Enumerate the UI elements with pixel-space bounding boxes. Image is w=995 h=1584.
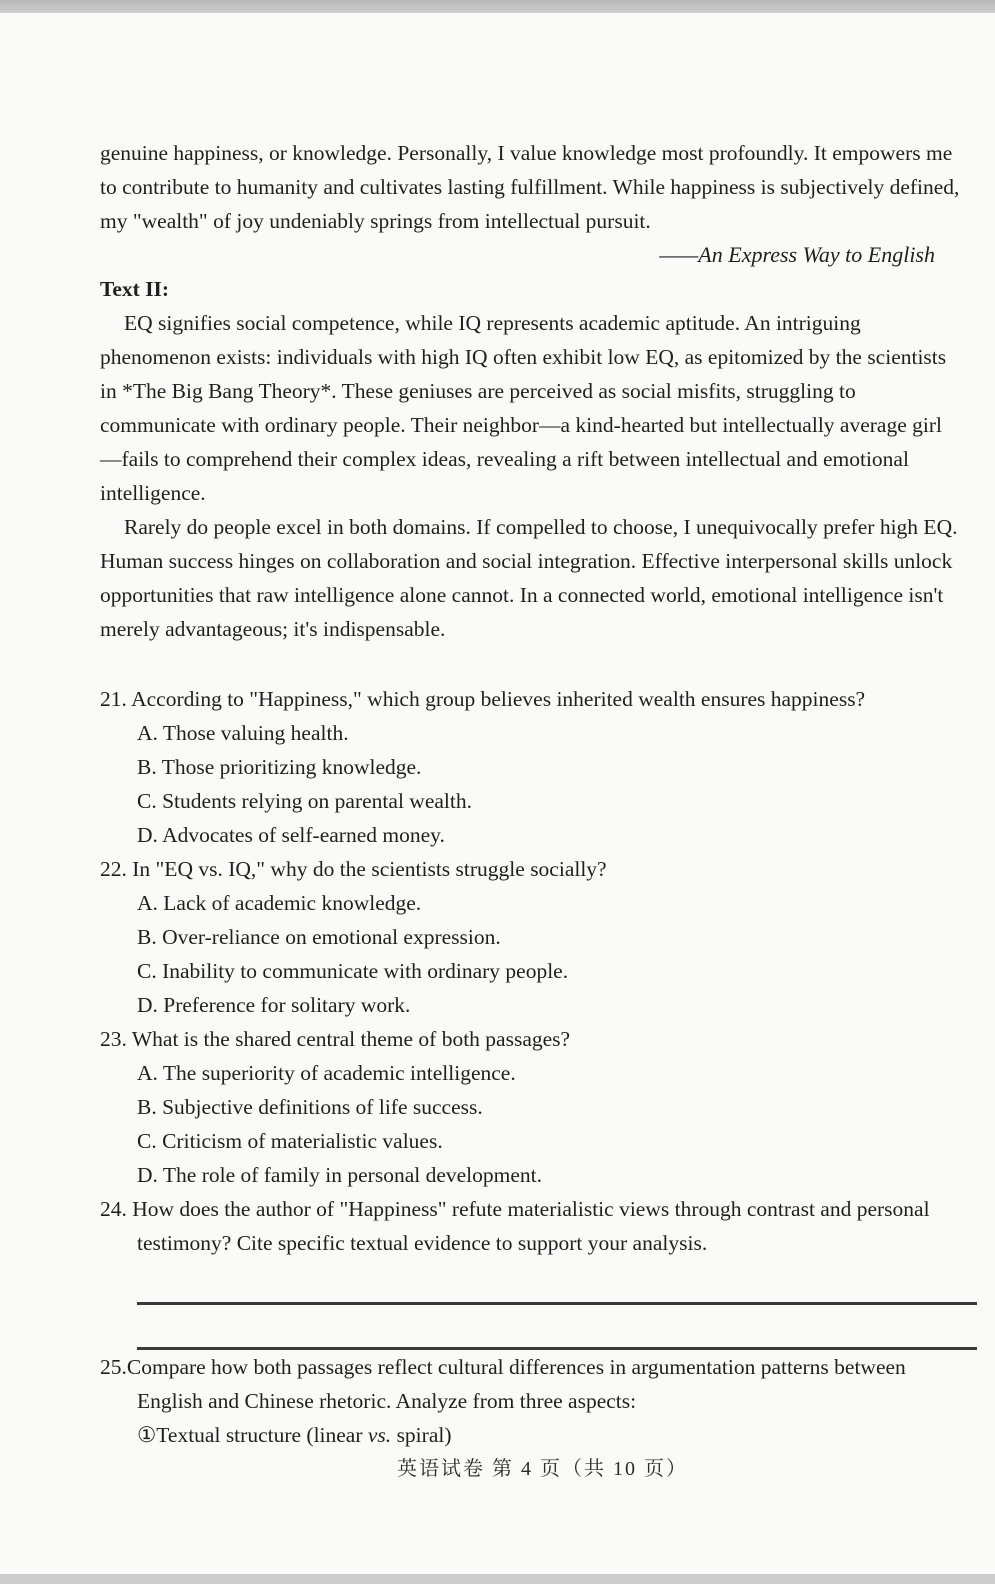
scan-bottom-edge [0, 1574, 995, 1584]
answer-line-1 [137, 1270, 977, 1305]
question-21-text: According to "Happiness," which group believes inherited wealth ensures happiness? [131, 687, 866, 711]
question-22-option-a: A. Lack of academic knowledge. [137, 891, 422, 915]
scan-top-edge [0, 0, 995, 13]
question-21-option-c: C. Students relying on parental wealth. [137, 789, 472, 813]
question-22-option-b: B. Over-reliance on emotional expression. [137, 925, 501, 949]
question-21-option-a: A. Those valuing health. [137, 721, 349, 745]
question-25-number: 25. [100, 1355, 127, 1379]
text2-paragraph-2: Rarely do people excel in both domains. If compelled to choose, I unequivocally prefer high EQ. Human success hinges on collaboration and social integration. Effective interpersonal skills unlock opportunities that raw intelligence alone cannot. In a connected world, emotional intelligence isn't merely advantageous; it's indispensable. [100, 515, 958, 641]
question-21-option-b: B. Those prioritizing knowledge. [137, 755, 422, 779]
exam-page-content [100, 136, 963, 1452]
question-25 [100, 1350, 963, 1452]
sub-item-vs: vs. [367, 1423, 392, 1447]
question-21-number: 21. [100, 687, 127, 711]
question-23-number: 23. [100, 1027, 127, 1051]
question-24 [100, 1192, 963, 1350]
question-22 [100, 852, 963, 1022]
question-23-option-b: B. Subjective definitions of life success. [137, 1095, 483, 1119]
sub-item-prefix: ①Textual structure (linear [137, 1423, 368, 1447]
question-22-option-d: D. Preference for solitary work. [137, 993, 411, 1017]
question-24-number: 24. [100, 1197, 127, 1221]
question-22-option-c: C. Inability to communicate with ordinary people. [137, 959, 569, 983]
question-23-option-c: C. Criticism of materialistic values. [137, 1129, 443, 1153]
question-25-text: Compare how both passages reflect cultural differences in argumentation patterns between English and Chinese rhetoric. Analyze from three aspects: [126, 1355, 906, 1413]
answer-line-2 [137, 1315, 977, 1350]
question-25-sub-item [137, 1418, 963, 1452]
question-22-number: 22. [100, 857, 127, 881]
source-attribution: ——An Express Way to English [659, 242, 935, 267]
text2-heading: Text II: [100, 277, 170, 301]
question-23-option-a: A. The superiority of academic intelligence. [137, 1061, 516, 1085]
question-22-text: In "EQ vs. IQ," why do the scientists struggle socially? [132, 857, 607, 881]
question-24-text: How does the author of "Happiness" refute materialistic views through contrast and personal testimony? Cite specific textual evidence to support your analysis. [132, 1197, 930, 1255]
question-23-option-d: D. The role of family in personal development. [137, 1163, 543, 1187]
text2-paragraph-1: EQ signifies social competence, while IQ represents academic aptitude. An intriguing phenomenon exists: individuals with high IQ often exhibit low EQ, as epitomized by the scientists in *The Big Bang Theory*. These geniuses are perceived as social misfits, struggling to communicate with ordinary people. Their neighbor—a kind-hearted but intellectually average girl—fails to comprehend their complex ideas, revealing a rift between intellectual and emotional intelligence. [100, 311, 947, 505]
question-23-text: What is the shared central theme of both passages? [131, 1027, 571, 1051]
question-21 [100, 682, 963, 852]
question-21-option-d: D. Advocates of self-earned money. [137, 823, 445, 847]
page-footer: 英语试卷 第 4 页（共 10 页） [397, 1458, 688, 1480]
sub-item-suffix: spiral) [391, 1423, 452, 1447]
questions-section [100, 682, 963, 1452]
intro-paragraph: genuine happiness, or knowledge. Personally, I value knowledge most profoundly. It empowers me to contribute to humanity and cultivates lasting fulfillment. While happiness is subjectively defined, my "wealth" of joy undeniably springs from intellectual pursuit. [100, 141, 960, 233]
question-23 [100, 1022, 963, 1192]
